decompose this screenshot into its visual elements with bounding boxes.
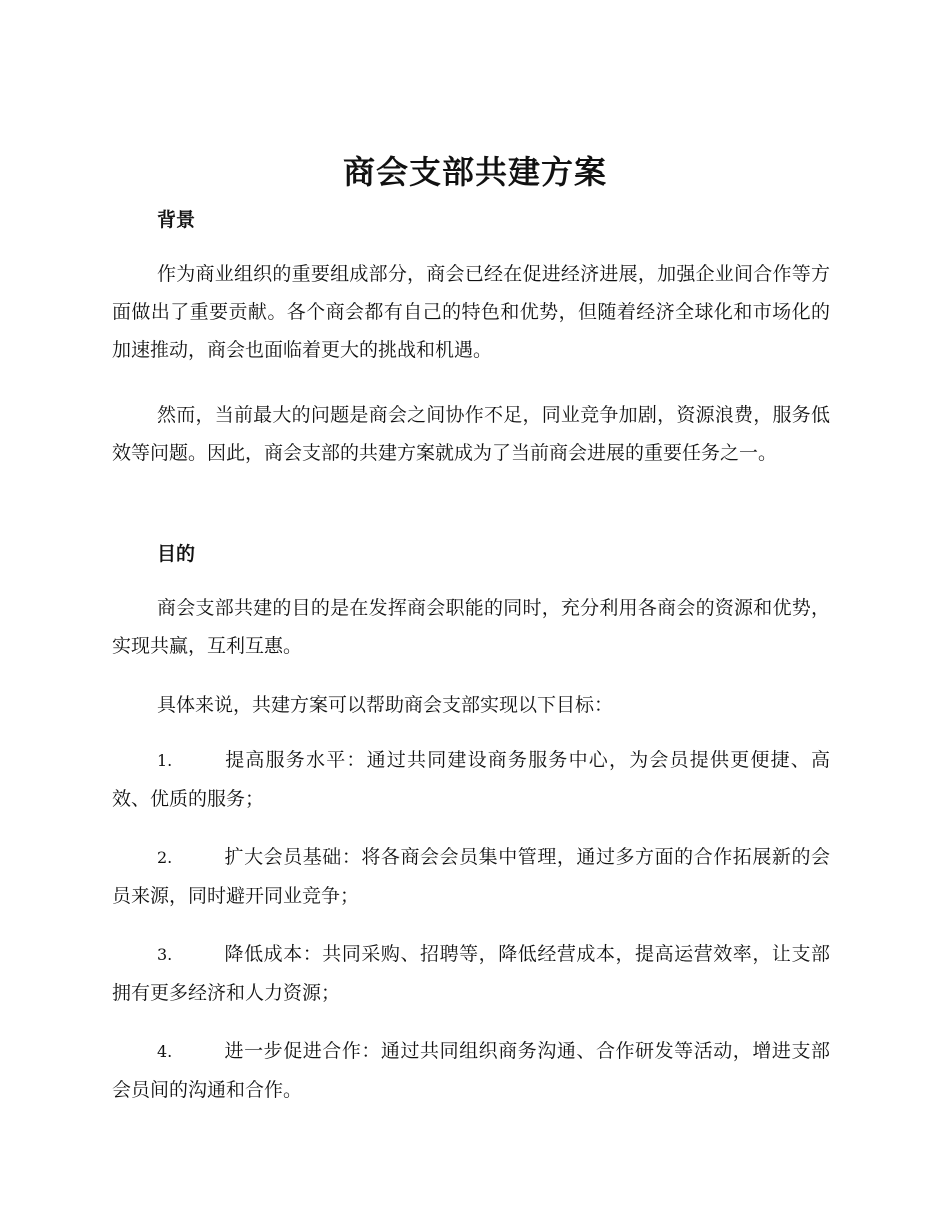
list-item-text: 降低成本：共同采购、招聘等，降低经营成本，提高运营效率，让支部拥有更多经济和人力资源； bbox=[112, 943, 830, 1004]
list-item-number: 1. bbox=[157, 751, 173, 770]
list-item-number: 2. bbox=[157, 848, 173, 867]
paragraph: 商会支部共建的目的是在发挥商会职能的同时，充分利用各商会的资源和优势，实现共赢，互利互惠。 bbox=[112, 597, 830, 657]
section-heading-purpose: 目的 bbox=[157, 543, 196, 565]
list-item bbox=[112, 935, 830, 1012]
paragraph: 然而，当前最大的问题是商会之间协作不足，同业竞争加剧，资源浪费，服务低效等问题。因此，商会支部的共建方案就成为了当前商会进展的重要任务之一。 bbox=[112, 404, 830, 464]
list-item-number: 3. bbox=[157, 945, 173, 964]
section-heading-background: 背景 bbox=[157, 209, 196, 231]
list-item-number: 4. bbox=[157, 1042, 173, 1061]
list-item-text: 进一步促进合作：通过共同组织商务沟通、合作研发等活动，增进支部会员间的沟通和合作。 bbox=[112, 1040, 830, 1101]
list-item bbox=[112, 741, 830, 818]
document-title: 商会支部共建方案 bbox=[342, 153, 607, 191]
list-item-text: 扩大会员基础：将各商会会员集中管理，通过多方面的合作拓展新的会员来源，同时避开同业竞争； bbox=[112, 846, 830, 907]
list-item bbox=[112, 838, 830, 915]
paragraph: 具体来说，共建方案可以帮助商会支部实现以下目标： bbox=[157, 694, 614, 716]
list-item bbox=[112, 1032, 830, 1109]
list-item-text: 提高服务水平：通过共同建设商务服务中心，为会员提供更便捷、高效、优质的服务； bbox=[112, 749, 830, 810]
paragraph: 作为商业组织的重要组成部分，商会已经在促进经济进展，加强企业间合作等方面做出了重要贡献。各个商会都有自己的特色和优势，但随着经济全球化和市场化的加速推动，商会也面临着更大的挑战和机遇。 bbox=[112, 263, 830, 361]
